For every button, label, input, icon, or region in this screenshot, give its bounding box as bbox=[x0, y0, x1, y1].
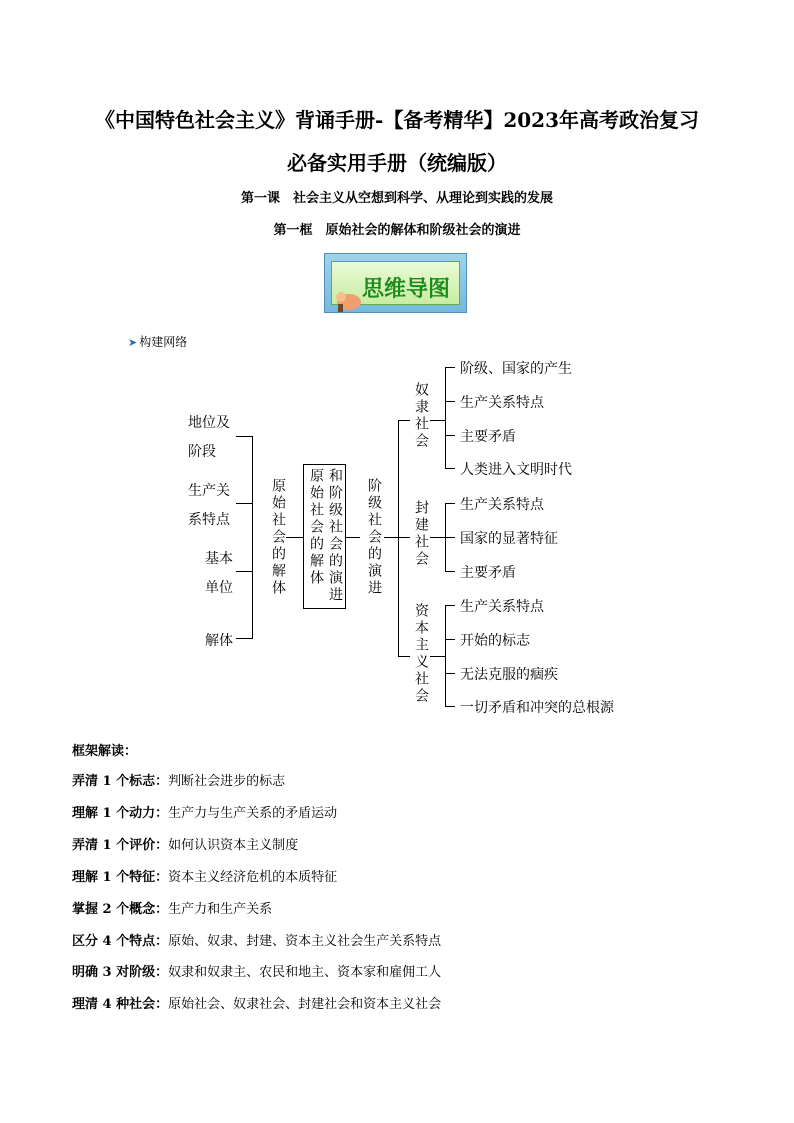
capitalist-item: 无法克服的痼疾 bbox=[460, 667, 558, 683]
feudal-label: 封建社会 bbox=[413, 500, 429, 568]
slavery-item: 人类进入文明时代 bbox=[460, 462, 572, 478]
center-box-left: 原始社会的解体 bbox=[308, 468, 324, 587]
left-item: 解体 bbox=[205, 633, 233, 649]
doc-title-line2: 必备实用手册（统编版） bbox=[287, 151, 507, 175]
framework-row: 明确 3 对阶级：奴隶和奴隶主、农民和地主、资本家和雇佣工人 bbox=[72, 965, 442, 980]
slavery-label: 奴隶社会 bbox=[413, 382, 429, 450]
mindmap-banner bbox=[324, 253, 467, 313]
network-label: ➤ 构建网络 bbox=[128, 335, 188, 349]
bird-icon bbox=[332, 288, 366, 314]
framework-row: 理解 1 个特征：资本主义经济危机的本质特征 bbox=[72, 870, 338, 885]
section-heading: 第一框 原始社会的解体和阶级社会的演进 bbox=[273, 223, 521, 238]
capitalist-item: 生产关系特点 bbox=[460, 599, 544, 615]
node-class-society: 阶级社会的演进 bbox=[366, 478, 382, 597]
slavery-item: 阶级、国家的产生 bbox=[460, 361, 572, 377]
arrow-icon: ➤ bbox=[128, 336, 138, 349]
left-item: 系特点 bbox=[188, 512, 230, 528]
capitalist-item: 开始的标志 bbox=[460, 633, 530, 649]
doc-title-line1: 《中国特色社会主义》背诵手册-【备考精华】2023年高考政治复习 bbox=[95, 108, 699, 132]
feudal-item: 国家的显著特征 bbox=[460, 531, 558, 547]
framework-heading: 框架解读： bbox=[72, 744, 138, 759]
framework-row: 弄清 1 个标志：判断社会进步的标志 bbox=[72, 774, 286, 789]
capitalist-item: 一切矛盾和冲突的总根源 bbox=[460, 700, 614, 716]
framework-row: 掌握 2 个概念：生产力和生产关系 bbox=[72, 902, 273, 917]
left-item: 基本 bbox=[205, 551, 233, 567]
left-item: 阶段 bbox=[188, 444, 216, 460]
center-box-right: 和阶级社会的演进 bbox=[327, 468, 343, 604]
capitalist-label: 资本主义社会 bbox=[413, 603, 429, 705]
lesson-heading: 第一课 社会主义从空想到科学、从理论到实践的发展 bbox=[240, 191, 553, 206]
left-item: 地位及 bbox=[188, 415, 230, 431]
left-item: 单位 bbox=[205, 580, 233, 596]
framework-row: 弄清 1 个评价：如何认识资本主义制度 bbox=[72, 838, 299, 853]
framework-row: 区分 4 个特点：原始、奴隶、封建、资本主义社会生产关系特点 bbox=[72, 934, 442, 949]
node-primitive: 原始社会的解体 bbox=[270, 478, 286, 597]
slavery-item: 主要矛盾 bbox=[460, 429, 516, 445]
framework-row: 理解 1 个动力：生产力与生产关系的矛盾运动 bbox=[72, 806, 338, 821]
banner-text: 思维导图 bbox=[362, 277, 451, 302]
framework-row: 理清 4 种社会：原始社会、奴隶社会、封建社会和资本主义社会 bbox=[72, 997, 442, 1012]
slavery-item: 生产关系特点 bbox=[460, 395, 544, 411]
feudal-item: 生产关系特点 bbox=[460, 497, 544, 513]
left-item: 生产关 bbox=[188, 483, 230, 499]
feudal-item: 主要矛盾 bbox=[460, 565, 516, 581]
